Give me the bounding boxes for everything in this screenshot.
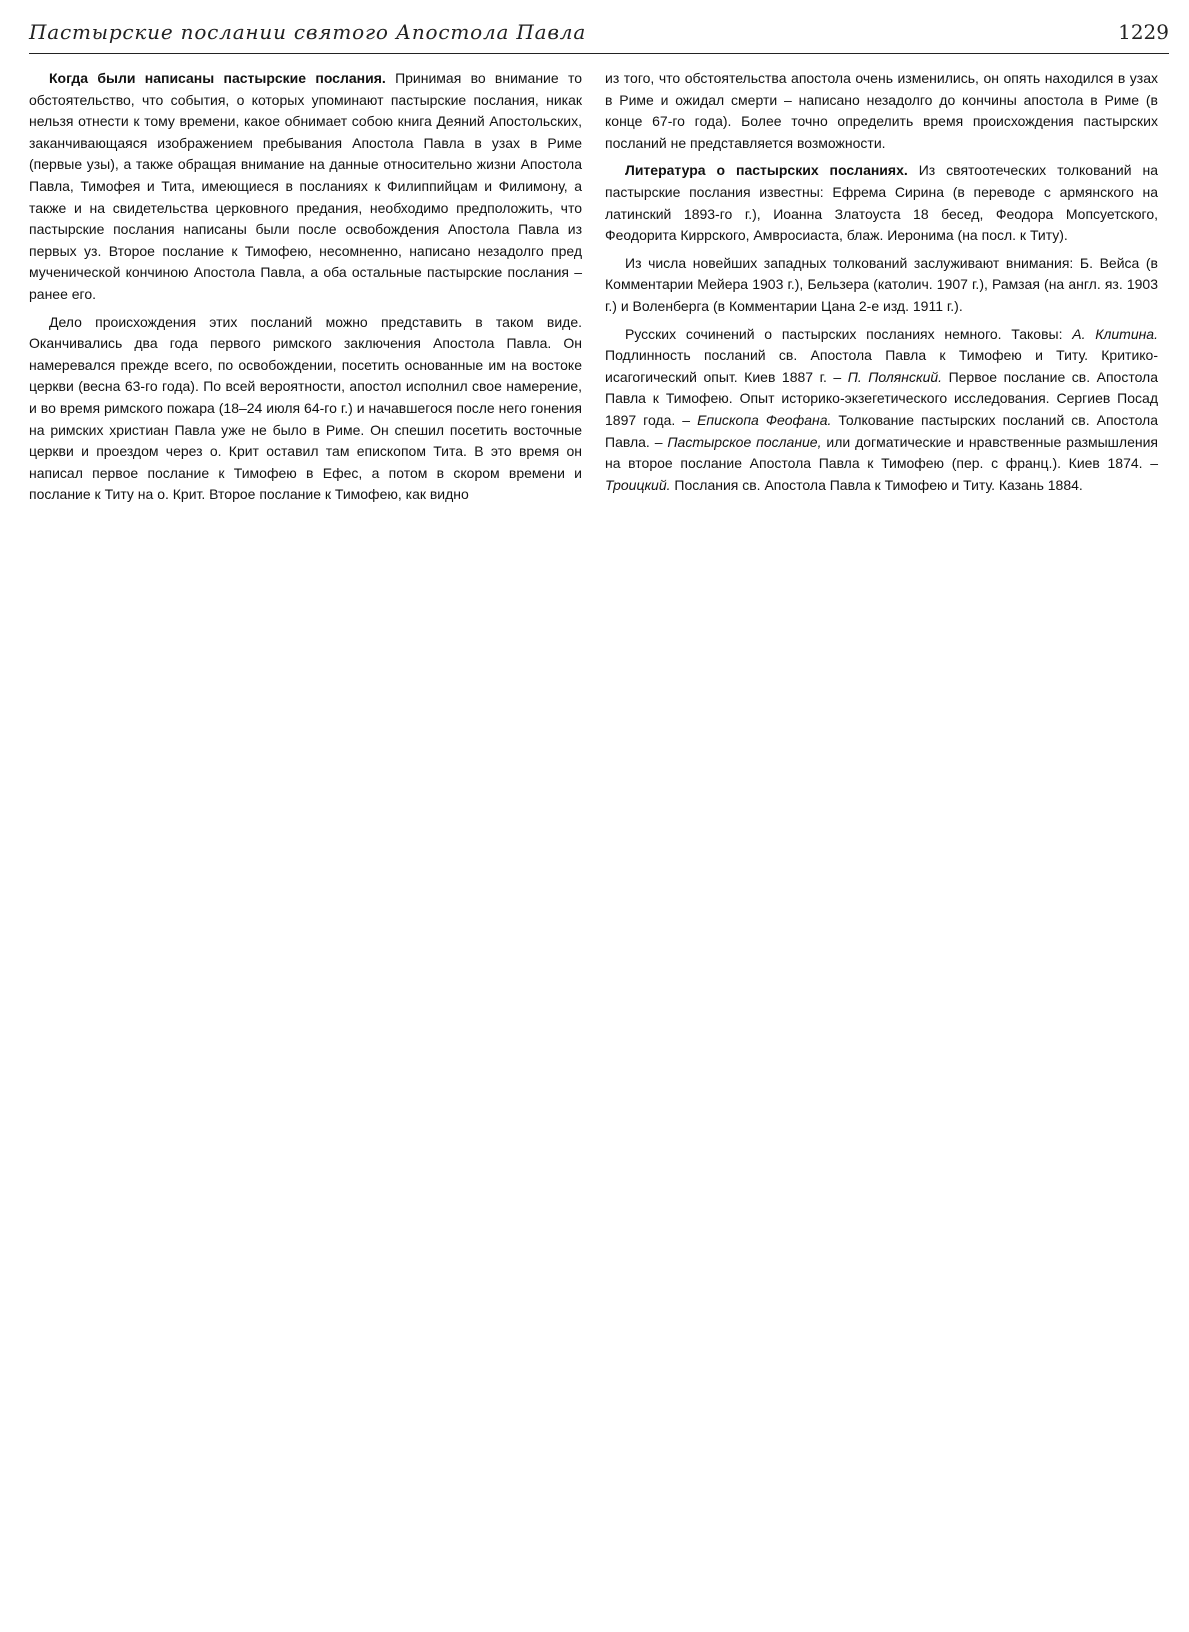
running-title: Пастырские послании святого Апостола Павла — [29, 20, 587, 44]
paragraph-text: Из святоотеческих толкований на пастырские послания известны: Ефрема Сирина (в переводе с армянского на латинский 1893-го г.), Иоанна Златоуста 18 бесед, Феодора Мопсуетского, Феодорита Киррского, Амвросиаста, блаж. Иеронима (на посл. к Титу). — [605, 162, 1158, 244]
text-run: Толкование пастырских посланий св. Апостола Павла. – — [605, 411, 1159, 450]
paragraph-western-commentaries: Из числа новейших западных толкований заслуживают внимания: Б. Вейса (в Комментарии Мейера 1903 г.), Бельзера (католич. 1907 г.), Рамзая (на англ. яз. 1903 г.) и Воленберга (в Комментарии Цана 2-е изд. 1911 г.). — [605, 254, 1158, 314]
paragraph-russian-works — [605, 324, 1158, 497]
text-run: Русских сочинений о пастырских посланиях немного. Таковы: — [625, 325, 1073, 342]
text-run: Подлинность посланий св. Апостола Павла к Тимофею и Титу. Критико-исагогический опыт. Киев 1887 г. – — [605, 347, 1158, 385]
page-header — [29, 20, 1169, 54]
page-number: 1229 — [1118, 20, 1169, 44]
author-name: Троицкий. — [605, 476, 671, 493]
author-name: А. Клитина. — [1072, 325, 1158, 342]
paragraph-literature — [605, 160, 1158, 246]
section-heading: Когда были написаны пастырские послания. — [49, 70, 386, 86]
paragraph-origin: Дело происхождения этих посланий можно представить в таком виде. Оканчивались два года первого римского заключения Апостола Павла. Он намеревался прежде всего, по освобождении, посетить основанные им на востоке церкви (весна 63-го года). По всей вероятности, апостол исполнил свое намерение, и во время римского пожара (18–24 июля 64-го г.) и начавшегося после него гонения на римских христиан Павла уже не было в Риме. Он спешил посетить восточные церкви и проездом через о. Крит оставил там епископом Тита. В это время он написал первое послание к Тимофею в Ефес, а потом в скором времени и послание к Титу на о. Крит. Второе послание к Тимофею, как видно — [29, 313, 582, 503]
text-run: Послания св. Апостола Павла к Тимофею и Титу. Казань 1884. — [670, 476, 1083, 493]
author-name: Епископа Феофана. — [697, 411, 832, 428]
work-title: Пастырское послание, — [667, 433, 822, 450]
right-column — [605, 68, 1158, 502]
paragraph-continuation: из того, что обстоятельства апостола очень изменились, он опять находился в узах в Риме и ожидал смерти – написано незадолго до кончины апостола в Риме (в конце 67-го года). Более точно определить время происхождения пастырских посланий не представляется возможности. — [605, 70, 1158, 151]
author-name: П. Полянский. — [847, 368, 943, 385]
header-divider — [29, 53, 1169, 54]
text-run: Первое послание св. Апостола Павла к Тимофею. Опыт историко-экзегетического исследования. Сергиев Посад 1897 года. – — [605, 368, 1159, 428]
left-column — [29, 68, 582, 512]
paragraph-when-written — [29, 68, 582, 306]
text-run: или догматические и нравственные размышления на второе послание Апостола Павла к Тимофею (пер. с франц.). Киев 1874. – — [605, 433, 1158, 472]
section-heading: Литература о пастырских посланиях. — [625, 162, 908, 179]
paragraph-text: Принимая во внимание то обстоятельство, что события, о которых упоминают пастырские послания, никак нельзя отнести к тому времени, какое обнимает собою книга Деяний Апостольских, заканчивающаяся изображением пребывания Апостола Павла в узах в Риме (первые узы), а также обращая внимание на данные относительно жизни Апостола Павла, Тимофея и Тита, имеющиеся в посланиях к Филиппийцам и Филимону, а также и на свидетельства церковного предания, необходимо предположить, что пастырские послания написаны были после освобождения Апостола Павла из первых уз. Второе послание к Тимофею, несомненно, написано незадолго пред мученической кончиною Апостола Павла, а оба остальные пастырские послания – ранее его. — [29, 70, 582, 302]
